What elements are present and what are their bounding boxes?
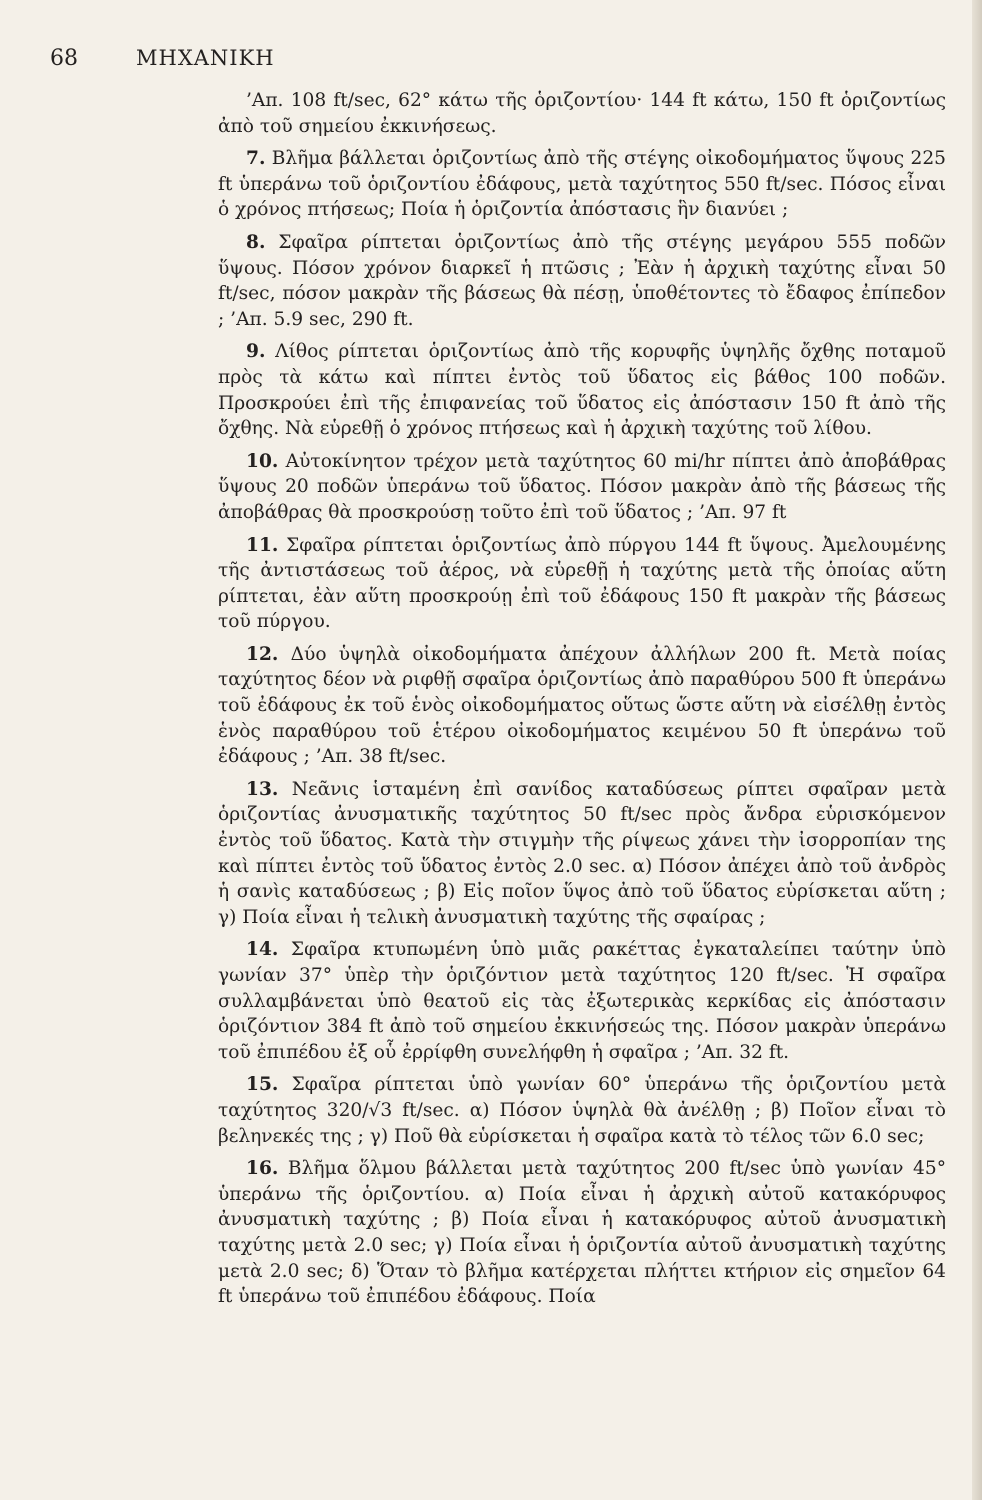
problem-14 — [218, 937, 946, 1065]
page-edge — [972, 0, 982, 1500]
page-number: 68 — [50, 46, 78, 71]
running-header — [50, 46, 930, 82]
problem-number: 10. — [246, 450, 279, 472]
problem-text: Βλῆμα ὅλμου βάλλεται μετὰ ταχύτητος 200 ft/sec ὑπὸ γωνίαν 45° ὑπεράνω τῆς ὁριζοντίου. α) Ποία εἶναι ἡ ἀρχικὴ αὐτοῦ κατακόρυφος ἀνυσματικὴ ταχύτης ; β) Ποία εἶναι ἡ κατακόρυφος αὐτοῦ ἀνυσματικὴ ταχύτης μετὰ 2.0 sec; γ) Ποία εἶναι ἡ ὁριζοντία αὐτοῦ ἀνυσματικὴ ταχύτης μετὰ 2.0 sec; δ) Ὅταν τὸ βλῆμα κατέρχεται πλήττει κτήριον εἰς σημεῖον 64 ft ὑπεράνω τοῦ ἐπιπέδου ἐδάφους. Ποία — [218, 1158, 946, 1308]
problem-text: Αὐτοκίνητον τρέχον μετὰ ταχύτητος 60 mi/hr πίπτει ἀπὸ ἀποβάθρας ὕψους 20 ποδῶν ὑπεράνω τοῦ ὕδατος. Πόσον μακρὰν ἀπὸ τῆς βάσεως τῆς ἀποβάθρας θὰ προσκρούσῃ τοῦτο ἐπὶ τοῦ ὕδατος ; ’Απ. 97 ft — [218, 450, 946, 523]
problem-text: Σφαῖρα κτυπωμένη ὑπὸ μιᾶς ρακέττας ἐγκαταλείπει ταύτην ὑπὸ γωνίαν 37° ὑπὲρ τὴν ὁριζόντιον μετὰ ταχύτητος 120 ft/sec. Ἡ σφαῖρα συλλαμβάνεται ὑπὸ θεατοῦ εἰς τὰς ἐξωτερικὰς κερκίδας εἰς ἀπόστασιν ὁριζόντιον 384 ft ἀπὸ τοῦ σημείου ἐκκινήσεώς της. Πόσον μακρὰν ὑπεράνω τοῦ ἐπιπέδου ἐξ οὗ ἐρρίφθη συνελήφθη ἡ σφαῖρα ; ’Απ. 32 ft. — [218, 939, 946, 1063]
problem-7 — [218, 146, 946, 223]
problem-number: 11. — [246, 534, 279, 556]
problem-list — [218, 88, 946, 1317]
problem-8 — [218, 230, 946, 332]
problem-number: 13. — [246, 778, 279, 800]
problem-number: 16. — [246, 1158, 279, 1180]
problem-number: 14. — [246, 939, 279, 961]
problem-10 — [218, 449, 946, 526]
problem-number: 15. — [246, 1074, 279, 1096]
problem-text: ’Απ. 108 ft/sec, 62° κάτω τῆς ὁριζοντίου· 144 ft κάτω, 150 ft ὁριζοντίως ἀπὸ τοῦ σημείου ἐκκινήσεως. — [218, 90, 946, 137]
problem-12 — [218, 642, 946, 770]
problem-13 — [218, 777, 946, 931]
problem-9 — [218, 339, 946, 441]
problem-number: 8. — [246, 231, 266, 253]
problem-11 — [218, 533, 946, 635]
problem-number: 9. — [246, 341, 266, 363]
problem-text: Λίθος ρίπτεται ὁριζοντίως ἀπὸ τῆς κορυφῆς ὑψηλῆς ὄχθης ποταμοῦ πρὸς τὰ κάτω καὶ πίπτει ἐντὸς τοῦ ὕδατος εἰς βάθος 100 ποδῶν. Προσκρούει ἐπὶ τῆς ἐπιφανείας τοῦ ὕδατος εἰς ἀπόστασιν 150 ft ἀπὸ τῆς ὄχθης. Νὰ εὑρεθῇ ὁ χρόνος πτήσεως καὶ ἡ ἀρχικὴ ταχύτης τοῦ λίθου. — [218, 341, 946, 440]
problem-text: Σφαῖρα ρίπτεται ὁριζοντίως ἀπὸ τῆς στέγης μεγάρου 555 ποδῶν ὕψους. Πόσον χρόνον διαρκεῖ ἡ πτῶσις ; Ἐὰν ἡ ἀρχικὴ ταχύτης εἶναι 50 ft/sec, πόσον μακρὰν τῆς βάσεως θὰ πέσῃ, ὑποθέτοντες τὸ ἔδαφος ἐπίπεδον ; ’Απ. 5.9 sec, 290 ft. — [218, 231, 946, 330]
problem-text: Βλῆμα βάλλεται ὁριζοντίως ἀπὸ τῆς στέγης οἰκοδομήματος ὕψους 225 ft ὑπεράνω τοῦ ὁριζοντίου ἐδάφους, μετὰ ταχύτητος 550 ft/sec. Πόσος εἶναι ὁ χρόνος πτήσεως; Ποία ἡ ὁριζοντία ἀπόστασις ἣν διανύει ; — [218, 148, 946, 221]
running-title: ΜΗΧΑΝΙΚΗ — [136, 46, 275, 70]
problem-number: 7. — [246, 148, 266, 170]
problem-text: Νεᾶνις ἱσταμένη ἐπὶ σανίδος καταδύσεως ρίπτει σφαῖραν μετὰ ὁριζοντίας ἀνυσματικῆς ταχύτητος 50 ft/sec πρὸς ἄνδρα εὑρισκόμενον ἐντὸς τοῦ ὕδατος. Κατὰ τὴν στιγμὴν τῆς ρίψεως χάνει τὴν ἰσορροπίαν της καὶ πίπτει ἐντὸς τοῦ ὕδατος ἐντὸς 2.0 sec. α) Πόσον ἀπέχει ἀπὸ τοῦ ἀνδρὸς ἡ σανὶς καταδύσεως ; β) Εἰς ποῖον ὕψος ἀπὸ τοῦ ὕδατος εὑρίσκεται αὕτη ; γ) Ποία εἶναι ἡ τελικὴ ἀνυσματικὴ ταχύτης τῆς σφαίρας ; — [218, 778, 946, 928]
problem-15 — [218, 1072, 946, 1149]
problem-number: 12. — [246, 643, 279, 665]
problem-text: Δύο ὑψηλὰ οἰκοδομήματα ἀπέχουν ἀλλήλων 200 ft. Μετὰ ποίας ταχύτητος δέον νὰ ριφθῇ σφαῖρα ὁριζοντίως ἀπὸ παραθύρου 500 ft ὑπεράνω τοῦ ἐδάφους ἐκ τοῦ ἑνὸς οἰκοδομήματος οὕτως ὥστε αὕτη νὰ εἰσέλθῃ ἐντὸς ἑνὸς παραθύρου τοῦ ἑτέρου οἰκοδομήματος κειμένου 50 ft ὑπεράνω τοῦ ἐδάφους ; ’Απ. 38 ft/sec. — [218, 643, 946, 768]
problem-text: Σφαῖρα ρίπτεται ὁριζοντίως ἀπὸ πύργου 144 ft ὕψους. Ἀμελουμένης τῆς ἀντιστάσεως τοῦ ἀέρος, νὰ εὑρεθῇ ἡ ταχύτης μετὰ τῆς ὁποίας αὕτη ρίπτεται, ἐὰν αὕτη προσκρούῃ ἐπὶ τοῦ ἐδάφους 150 ft μακρὰν τῆς βάσεως τοῦ πύργου. — [218, 534, 946, 633]
problem-16 — [218, 1156, 946, 1310]
answer-paragraph — [218, 88, 946, 139]
problem-text: Σφαῖρα ρίπτεται ὑπὸ γωνίαν 60° ὑπεράνω τῆς ὁριζοντίου μετὰ ταχύτητος 320/√3 ft/sec. α) Πόσον ὑψηλὰ θὰ ἀνέλθῃ ; β) Ποῖον εἶναι τὸ βεληνεκές της ; γ) Ποῦ θὰ εὑρίσκεται ἡ σφαῖρα κατὰ τὸ τέλος τῶν 6.0 sec; — [218, 1074, 946, 1147]
